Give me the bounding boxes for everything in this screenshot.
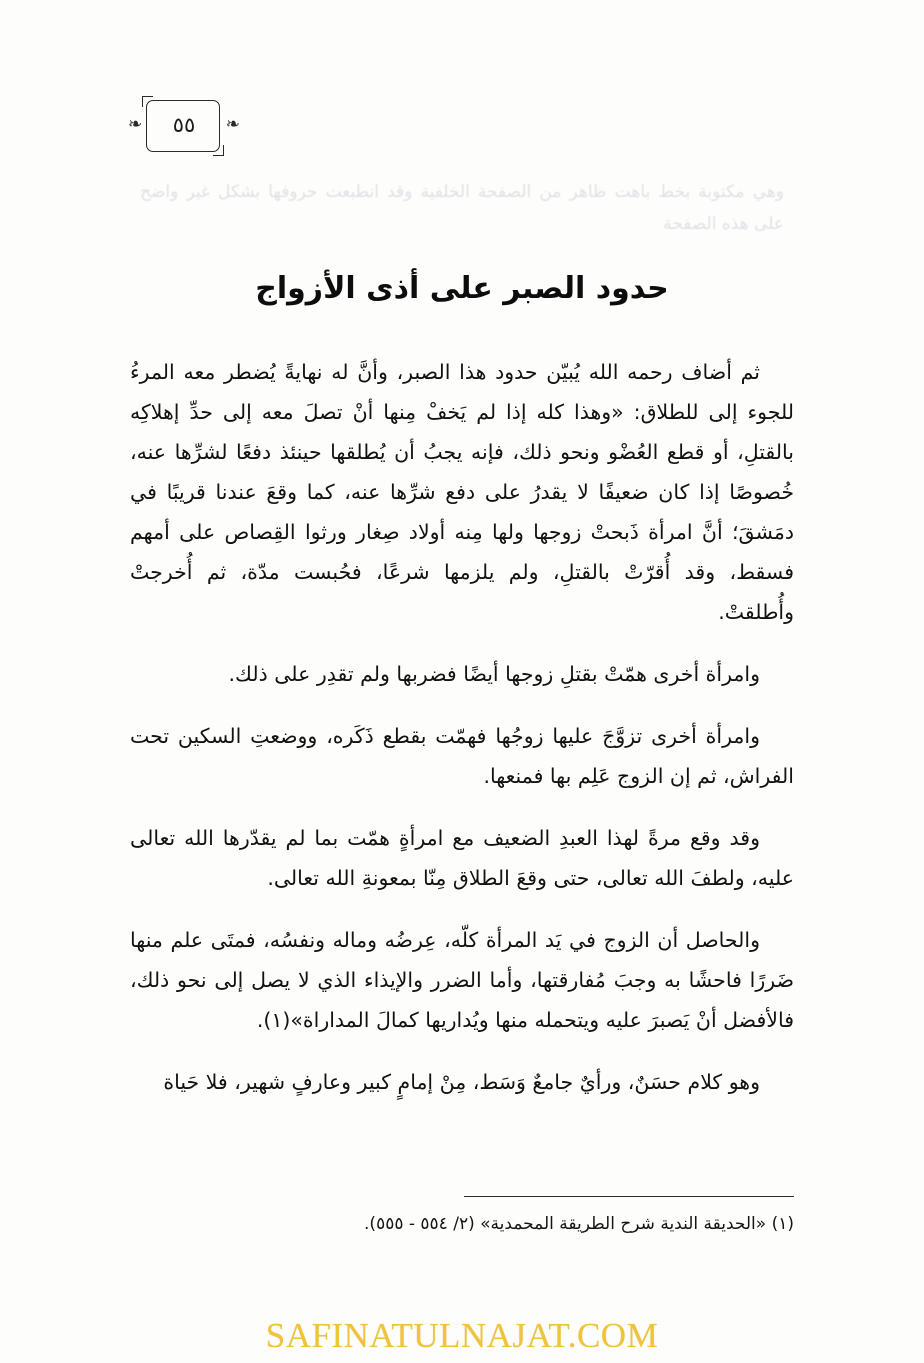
ornament-right-icon: ❧ (225, 114, 240, 135)
bleed-through-text: وهي مكتوبة بخط باهت ظاهر من الصفحة الخلفية وقد انطبعت حروفها بشكل غير واضح على هذه الصفحة (140, 182, 784, 234)
watermark: SAFINATULNAJAT.COM (265, 1316, 659, 1355)
page-number: ٥٥ (172, 113, 196, 137)
page-content (130, 268, 794, 1102)
body-paragraph: والحاصل أن الزوج في يَد المرأة كلّه، عِرضُه وماله ونفسُه، فمتَى علم منها ضَررًا فاحشًا به وجبَ مُفارقتها، وأما الضرر والإيذاء الذي لا يصل إلى نحو ذلك، فالأفضل أنْ يَصبرَ عليه ويتحمله منها ويُداريها كمالَ المداراة»(١). (130, 928, 794, 1032)
footnote-divider (464, 1196, 794, 1197)
body-paragraph: وامرأة أخرى تزوَّجَ عليها زوجُها فهمّت بقطع ذَكَره، ووضعتِ السكين تحت الفراش، ثم إن الزوج عَلِم بها فمنعها. (130, 724, 794, 788)
footnote-text: (١) «الحديقة الندية شرح الطريقة المحمدية» (٢/ ٥٥٤ - ٥٥٥). (364, 1214, 794, 1234)
chapter-title: حدود الصبر على أذى الأزواج (255, 271, 669, 306)
body-paragraph: ثم أضاف رحمه الله يُبيّن حدود هذا الصبر، وأنَّ له نهايةً يُضطر معه المرءُ للجوء إلى للطلاق: «وهذا كله إذا لم يَخفْ مِنها أنْ تصلَ معه إلى حدِّ إهلاكِه بالقتلِ، أو قطع العُضْو ونحو ذلك، فإنه يجبُ أن يُطلقها حينئذ دفعًا لشرِّها عنه، خُصوصًا إذا كان ضعيفًا لا يقدرُ على دفع شرِّها عنه، كما وقعَ عندنا قريبًا في دمَشقَ؛ أنَّ امرأة ذَبحتْ زوجها ولها مِنه أولاد صِغار ورثوا القِصاص على أمهم فسقط، وقد أُقرّتْ بالقتلِ، ولم يلزمها شرعًا، فحُبست مدّة، ثم أُخرجتْ وأُطلقتْ. (130, 360, 794, 624)
footnote-section (130, 1196, 794, 1239)
body-paragraph: وامرأة أخرى همّتْ بقتلِ زوجها أيضًا فضربها ولم تقدِر على ذلك. (228, 662, 760, 686)
ornament-left-icon: ❧ (128, 114, 143, 135)
body-paragraph: وهو كلام حسَنٌ، ورأيٌ جامعٌ وَسَط، مِنْ إمامٍ كبير وعارفٍ شهير، فلا حَياة (163, 1070, 760, 1094)
page-number-ornament (128, 96, 240, 154)
body-paragraph: وقد وقع مرةً لهذا العبدِ الضعيف مع امرأةٍ همّت بما لم يقدّرها الله تعالى عليه، ولطفَ الله تعالى، حتى وقعَ الطلاق مِنّا بمعونةِ الله تعالى. (130, 826, 794, 890)
